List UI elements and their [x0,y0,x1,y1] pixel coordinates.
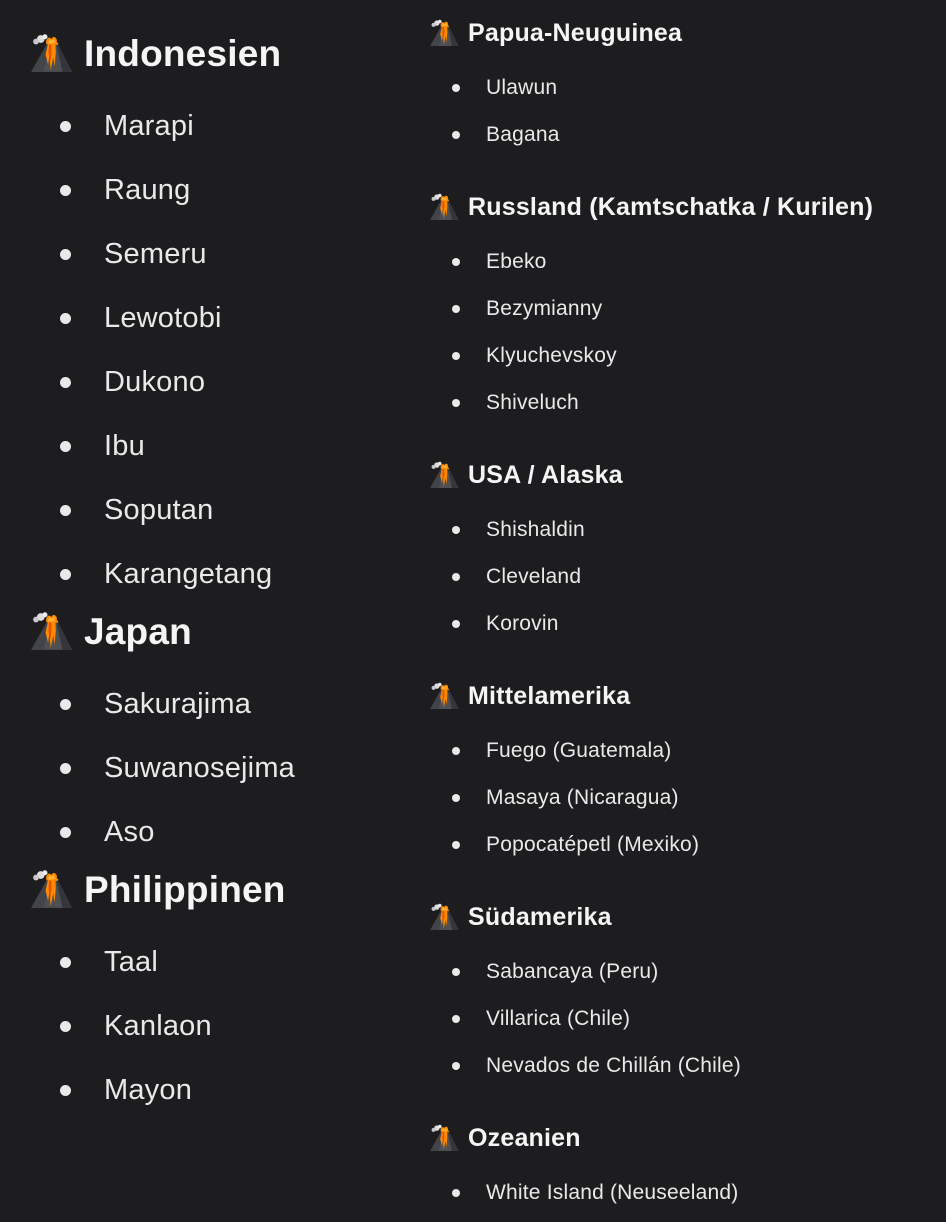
list-item [452,1169,946,1216]
bullet-dot [452,620,460,628]
bullet-dot [60,827,71,838]
volcano-icon [428,193,460,222]
list-item [60,94,408,158]
list-item [60,736,408,800]
volcano-name: Nevados de Chillán (Chile) [486,1053,741,1077]
list-item [60,286,408,350]
country-section [428,188,946,426]
bullet-dot [60,1085,71,1096]
country-name: USA / Alaska [468,460,623,489]
volcano-name: Korovin [486,611,559,635]
volcano-name: Villarica (Chile) [486,1006,631,1030]
volcano-name: Shiveluch [486,390,579,414]
volcano-list [428,506,946,647]
volcano-name: Ebeko [486,249,547,273]
country-heading [28,606,408,658]
volcano-name: Suwanosejima [104,751,295,784]
list-item [452,285,946,332]
country-heading [428,677,946,715]
country-name: Japan [84,611,192,652]
column-right [408,0,946,1222]
country-section [428,1119,946,1216]
bullet-dot [452,1189,460,1197]
bullet-dot [452,258,460,266]
volcano-name: Fuego (Guatemala) [486,738,672,762]
list-item [60,350,408,414]
volcano-name: Mayon [104,1073,193,1106]
column-left [0,0,408,1222]
country-section [428,456,946,647]
country-name: Ozeanien [468,1123,581,1152]
bullet-dot [452,399,460,407]
bullet-dot [452,84,460,92]
list-item [60,1058,408,1122]
bullet-dot [60,185,71,196]
bullet-dot [60,249,71,260]
list-item [452,238,946,285]
list-item [60,222,408,286]
list-item [452,64,946,111]
volcano-name: Sabancaya (Peru) [486,959,659,983]
bullet-dot [60,1021,71,1032]
bullet-dot [452,794,460,802]
volcano-list [28,672,408,864]
country-name: Papua-Neuguinea [468,18,683,47]
volcano-icon [428,682,460,711]
volcano-name: White Island (Neuseeland) [486,1180,739,1204]
country-name: Südamerika [468,902,612,931]
volcano-name: Soputan [104,493,214,526]
volcano-name: Kanlaon [104,1009,212,1042]
country-heading [428,188,946,226]
volcano-name: Popocatépetl (Mexiko) [486,832,700,856]
volcano-list [428,948,946,1089]
country-heading [428,456,946,494]
country-section [28,864,408,1122]
volcano-list [428,1169,946,1216]
volcano-list [28,930,408,1122]
list-item [452,774,946,821]
list-item [452,995,946,1042]
list-item [60,414,408,478]
bullet-dot [60,699,71,710]
volcano-name: Cleveland [486,564,582,588]
bullet-dot [60,121,71,132]
list-item [60,930,408,994]
country-heading [428,1119,946,1157]
list-item [452,379,946,426]
country-heading [428,898,946,936]
bullet-dot [452,1015,460,1023]
bullet-dot [60,377,71,388]
bullet-dot [60,569,71,580]
list-item [452,553,946,600]
volcano-icon [428,1124,460,1153]
list-item [60,158,408,222]
volcano-name: Aso [104,815,155,848]
volcano-name: Karangetang [104,557,273,590]
volcano-name: Semeru [104,237,207,270]
bullet-dot [452,573,460,581]
bullet-dot [60,313,71,324]
volcano-list [428,238,946,426]
bullet-dot [452,1062,460,1070]
country-heading [28,864,408,916]
list-item [60,994,408,1058]
country-section [428,677,946,868]
list-item [452,111,946,158]
list-item [452,948,946,995]
volcano-icon [28,869,74,911]
list-item [452,821,946,868]
country-section [428,14,946,158]
country-section [28,28,408,606]
list-item [452,727,946,774]
list-item [452,600,946,647]
country-section [28,606,408,864]
volcano-name: Ulawun [486,75,558,99]
country-heading [428,14,946,52]
volcano-name: Masaya (Nicaragua) [486,785,679,809]
volcano-icon [28,611,74,653]
volcano-name: Klyuchevskoy [486,343,617,367]
list-item [60,478,408,542]
bullet-dot [60,505,71,516]
bullet-dot [452,526,460,534]
volcano-name: Raung [104,173,191,206]
volcano-name: Bezymianny [486,296,603,320]
bullet-dot [452,131,460,139]
country-name: Russland (Kamtschatka / Kurilen) [468,192,874,221]
volcano-name: Marapi [104,109,194,142]
list-item [60,542,408,606]
volcano-icon [428,461,460,490]
bullet-dot [60,957,71,968]
list-item [60,672,408,736]
volcano-name: Ibu [104,429,145,462]
volcano-name: Shishaldin [486,517,585,541]
list-item [60,800,408,864]
volcano-name: Lewotobi [104,301,222,334]
volcano-list [28,94,408,606]
list-item [452,506,946,553]
bullet-dot [452,747,460,755]
volcano-name: Sakurajima [104,687,252,720]
bullet-dot [452,305,460,313]
list-item [452,1042,946,1089]
country-heading [28,28,408,80]
volcano-list [428,727,946,868]
country-name: Mittelamerika [468,681,631,710]
volcano-icon [28,33,74,75]
volcano-list [428,64,946,158]
bullet-dot [452,841,460,849]
volcano-name: Dukono [104,365,206,398]
volcano-name: Taal [104,945,158,978]
bullet-dot [60,763,71,774]
country-name: Indonesien [84,33,282,74]
volcano-name: Bagana [486,122,560,146]
country-name: Philippinen [84,869,286,910]
bullet-dot [452,968,460,976]
list-item [452,332,946,379]
country-section [428,898,946,1089]
bullet-dot [452,352,460,360]
volcano-icon [428,903,460,932]
volcano-icon [428,19,460,48]
bullet-dot [60,441,71,452]
